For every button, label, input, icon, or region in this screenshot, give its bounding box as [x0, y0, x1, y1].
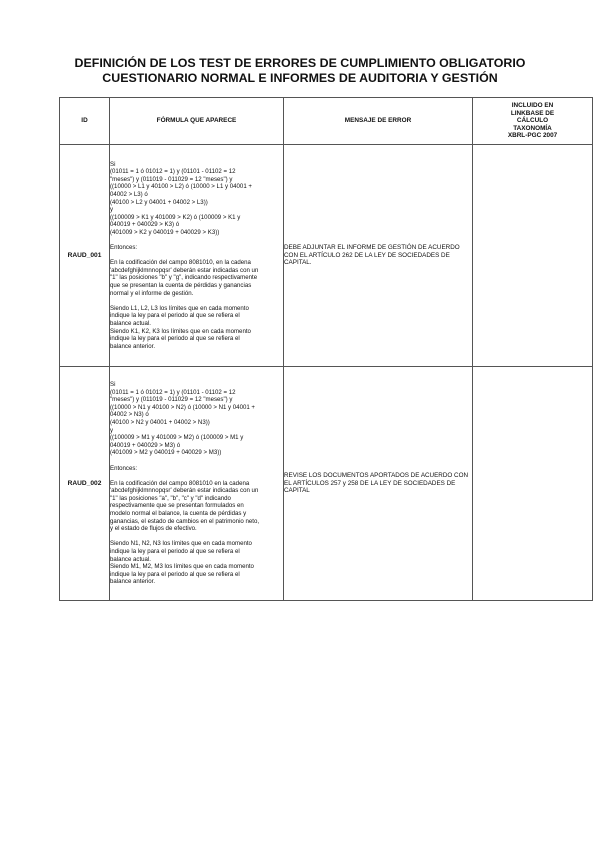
formula-body: En la codificación del campo 8081010, en la cadena 'abcdefghijklmnnopqsr' deberán estar indicadas con un "1" las posiciones "b" y "g", indicando respectivamente que se presentan la cuenta de pérdidas y ganancias normal y el informe de gestión. [110, 259, 259, 297]
formula-limits-previous: Siendo M1, M2, M3 los límites que en cada momento indique la ley para el periodo al que se refiera el balance anterior. [110, 563, 254, 586]
table-row [60, 367, 593, 601]
formula-body: En la codificación del campo 8081010 en la cadena 'abcdefghijklmnnopqsr' deberán estar indicadas con un "1" las posiciones "a", "b", "c" y "d" indicando respectivamente que se presentan formulados en modelo normal el balance, la cuenta de pérdidas y ganancias, el estado de cambios en el patrimonio neto, y el estado de flujos de efectivo. [110, 479, 260, 533]
header-included [473, 98, 593, 145]
header-included-line: CÁLCULO [516, 117, 549, 125]
error-tests-table [59, 97, 593, 601]
document-title [0, 56, 600, 86]
header-id: ID [60, 98, 110, 145]
header-included-line: INCLUIDO EN [511, 102, 554, 110]
table-row [60, 145, 593, 367]
formula-then: Entonces: [110, 244, 138, 252]
formula-condition: Si (01011 = 1 ó 01012 = 1) y (01101 - 01102 = 12 "meses") y (011019 - 011029 = 12 "meses") y ((10000 > N1 y 40100 > N2) ó (10000 > N1 y 04001 + 04002 > N3) ó (40100 > N2 y 04001 + 04002 > N3)) y ((100009 > M1 y 401009 > M2) ó (100009 > M1 y 040019 + 040029 > M3) ó (401009 > M2 y 040019 + 040029 > M3)) [110, 380, 255, 457]
row-formula [110, 367, 284, 601]
header-included-line: XBRL-PGC 2007 [507, 132, 558, 140]
row-error-message: DEBE ADJUNTAR EL INFORME DE GESTIÓN DE ACUERDO CON EL ARTÍCULO 262 DE LA LEY DE SOCIEDADES DE CAPITAL. [284, 145, 473, 367]
formula-limits-current: Siendo N1, N2, N3 los límites que en cada momento indique la ley para el periodo al que se refiera el balance actual. [110, 540, 252, 563]
row-included [473, 367, 593, 601]
header-error-message: MENSAJE DE ERROR [284, 98, 473, 145]
row-id: RAUD_001 [60, 145, 110, 367]
header-formula: FÓRMULA QUE APARECE [110, 98, 284, 145]
formula-limits-current: Siendo L1, L2, L3 los límites que en cada momento indique la ley para el periodo al que se refiera el balance actual. [110, 304, 249, 328]
row-id: RAUD_002 [60, 367, 110, 601]
title-line-1: DEFINICIÓN DE LOS TEST DE ERRORES DE CUMPLIMIENTO OBLIGATORIO [74, 56, 526, 70]
row-included [473, 145, 593, 367]
formula-condition: Si (01011 = 1 ó 01012 = 1) y (01101 - 01102 = 12 "meses") y (011019 - 011029 = 12 "meses") y ((10000 > L1 y 40100 > L2) ó (10000 > L1 y 04001 + 04002 > L3) ó (40100 > L2 y 04001 + 04002 > L3)) y ((100009 > K1 y 401009 > K2) ó (100009 > K1 y 040019 + 040029 > K3) ó (401009 > K2 y 040019 + 040029 > K3)) [110, 160, 252, 236]
formula-then: Entonces: [110, 464, 138, 472]
table-header-row [60, 98, 593, 145]
title-line-2: CUESTIONARIO NORMAL E INFORMES DE AUDITORIA Y GESTIÓN [102, 71, 498, 85]
formula-limits-previous: Siendo K1, K2, K3 los límites que en cada momento indique la ley para el periodo al que se refiera el balance anterior. [110, 327, 251, 350]
header-included-line: LINKBASE DE [510, 109, 555, 117]
header-included-line: TAXONOMÍA [513, 124, 552, 132]
row-formula [110, 145, 284, 367]
row-error-message: REVISE LOS DOCUMENTOS APORTADOS DE ACUERDO CON EL ARTÍCULOS 257 y 258 DE LA LEY DE SOCIEDADES DE CAPITAL [284, 367, 473, 601]
